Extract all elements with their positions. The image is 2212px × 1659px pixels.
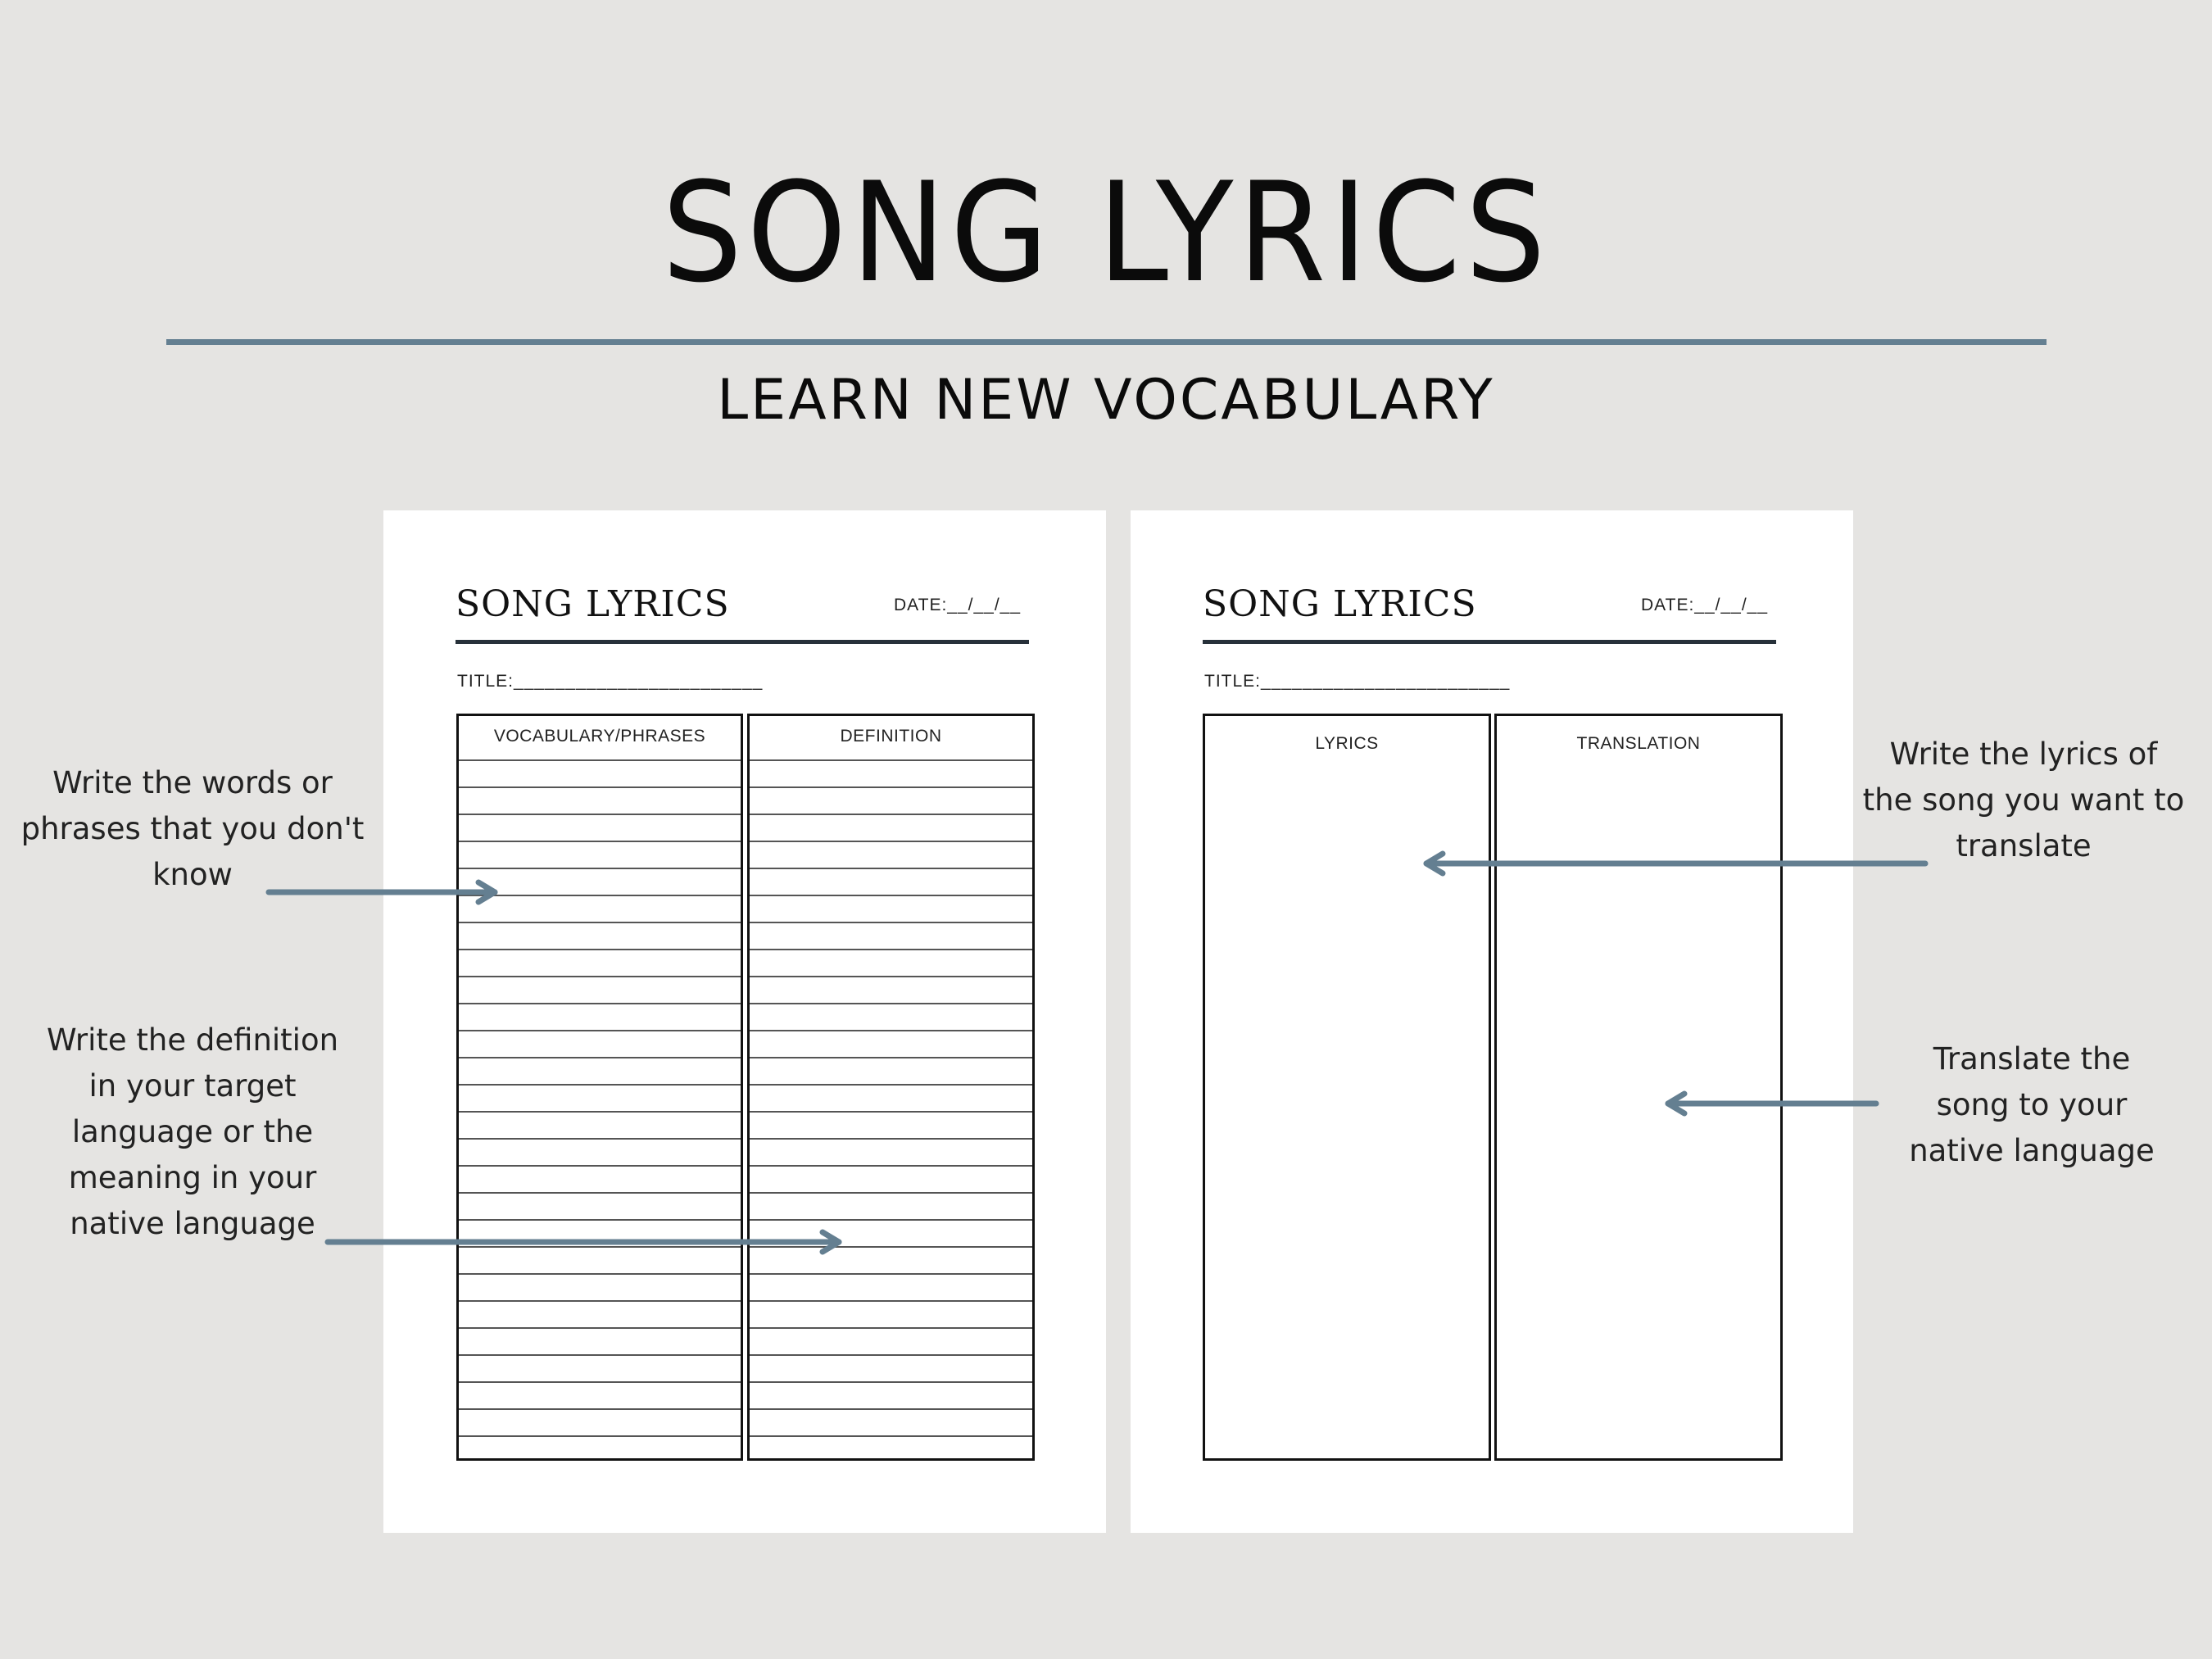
main-title: SONG LYRICS — [661, 152, 1550, 313]
annotation-line: the song you want to — [1862, 782, 2185, 818]
annotation-line: translate — [1956, 828, 2092, 863]
arrow-right-icon — [269, 882, 495, 902]
annotation-line: Write the lyrics of — [1889, 737, 2158, 772]
annotation-line: in your target — [88, 1068, 297, 1104]
annotation-line: language or the — [71, 1114, 314, 1149]
arrow-right-icon — [328, 1232, 839, 1252]
annotation-line: Write the definition — [46, 1022, 339, 1058]
annotation-line: song to your — [1936, 1087, 2128, 1122]
lyrics-column-header: LYRICS — [1315, 734, 1379, 753]
annotation-line: Translate the — [1933, 1041, 2131, 1077]
subtitle: LEARN NEW VOCABULARY — [717, 368, 1495, 433]
arrow-left-icon — [1668, 1094, 1876, 1113]
annotation-line: meaning in your — [68, 1160, 317, 1195]
song-title-field: TITLE:________________________ — [457, 672, 764, 691]
annotation-line: native language — [70, 1206, 315, 1241]
vocabulary-column-header: VOCABULARY/PHRASES — [493, 727, 706, 746]
date-field: DATE:__/__/__ — [1641, 596, 1769, 614]
page-title: SONG LYRICS — [456, 583, 730, 625]
date-field: DATE:__/__/__ — [894, 596, 1022, 614]
translation-column-header: TRANSLATION — [1576, 734, 1701, 753]
annotation-line: phrases that you don't — [20, 811, 365, 846]
annotation-line: native language — [1909, 1133, 2155, 1168]
annotation-line: Write the words or — [52, 765, 333, 800]
definition-column-header: DEFINITION — [840, 727, 942, 746]
song-title-field: TITLE:________________________ — [1204, 672, 1511, 691]
annotation-line: know — [152, 857, 233, 892]
page-title: SONG LYRICS — [1203, 583, 1477, 625]
arrow-left-icon — [1426, 854, 1925, 873]
